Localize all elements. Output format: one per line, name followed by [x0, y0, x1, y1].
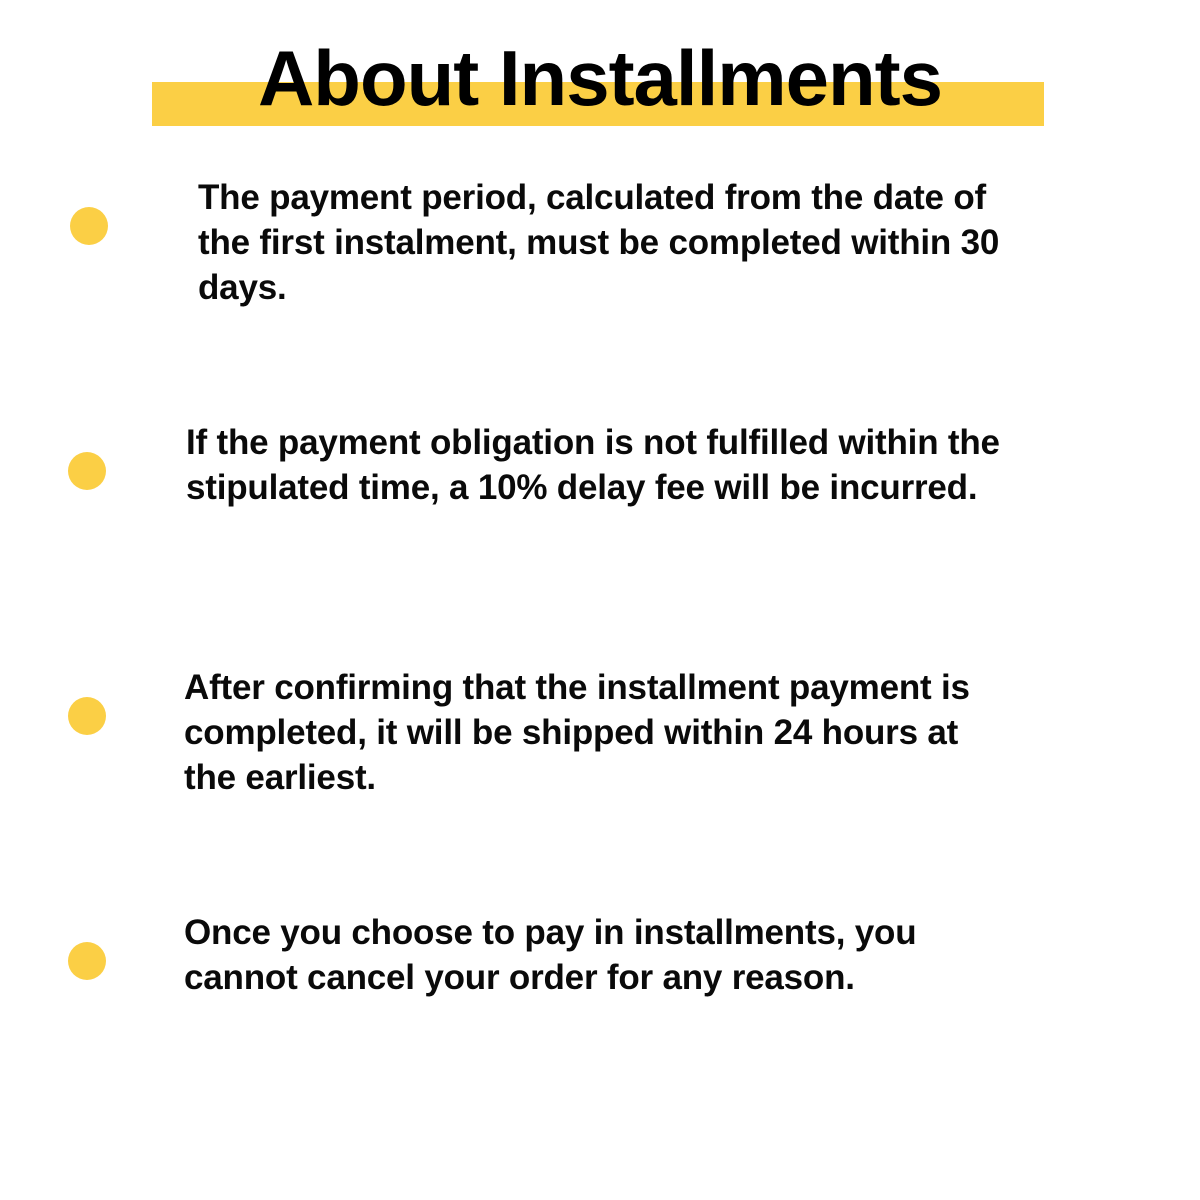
page-title: About Installments [257, 34, 943, 122]
list-item-text: If the payment obligation is not fulfilled within the stipulated time, a 10% delay fee will be incurred. [186, 423, 1000, 507]
installment-terms-list [0, 175, 1200, 1155]
bullet-dot-icon [68, 452, 106, 490]
list-item [0, 665, 1200, 910]
bullet-dot-icon [68, 942, 106, 980]
list-item-text: After confirming that the installment payment is completed, it will be shipped within 24 hours at the earliest. [184, 668, 970, 797]
list-item-text: The payment period, calculated from the date of the first instalment, must be completed within 30 days. [198, 178, 1000, 307]
list-item [0, 420, 1200, 665]
list-item [0, 175, 1200, 420]
page-title-block [0, 0, 1200, 150]
bullet-dot-icon [68, 697, 106, 735]
bullet-dot-icon [70, 207, 108, 245]
list-item-text: Once you choose to pay in installments, you cannot cancel your order for any reason. [184, 913, 917, 997]
list-item [0, 910, 1200, 1155]
